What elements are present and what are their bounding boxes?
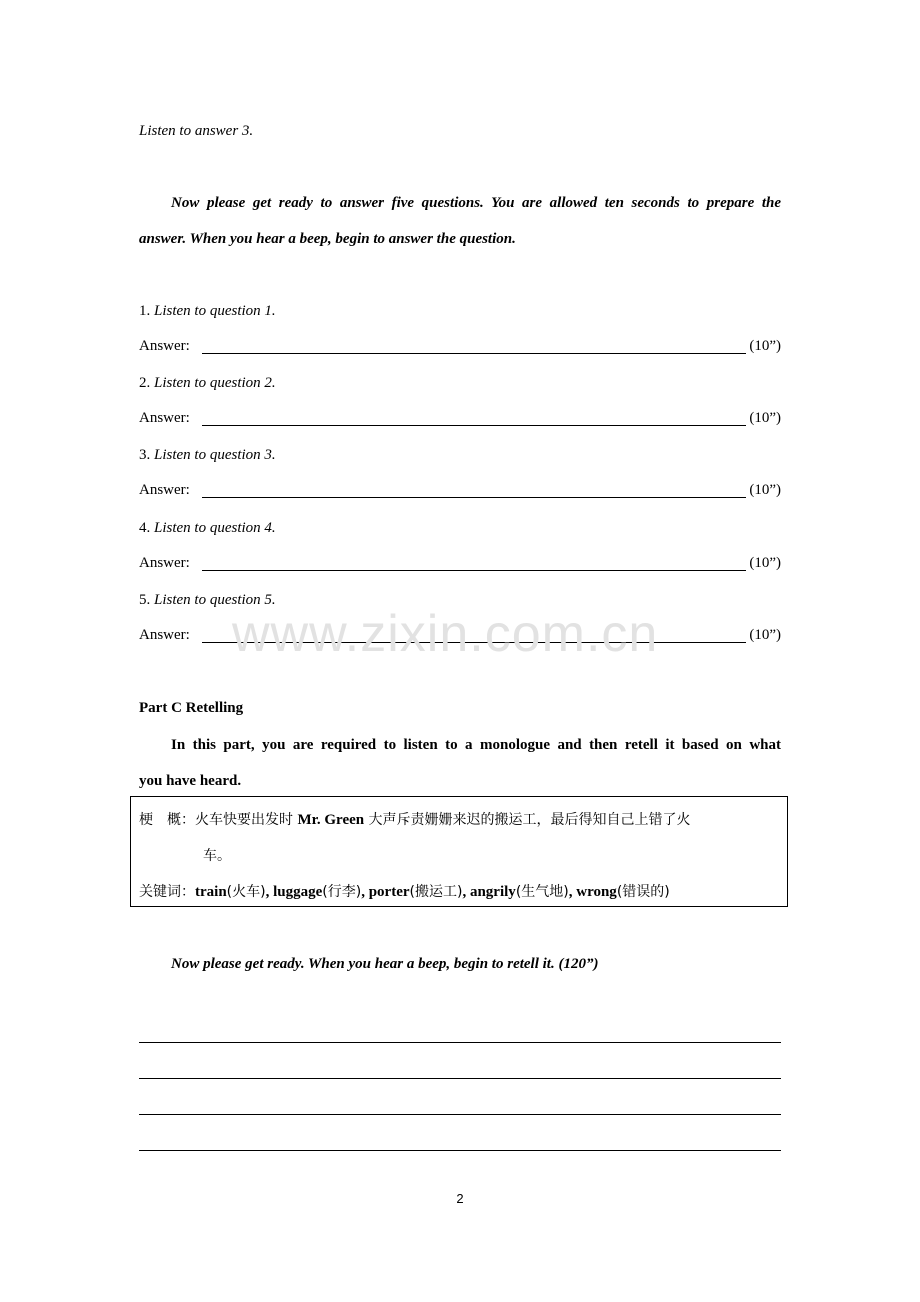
keyword-en: porter — [368, 884, 410, 900]
instructions-line-1: Now please get ready to answer five questions. You are allowed ten seconds to prepare the — [171, 195, 781, 211]
summary-text-part-2: 大声斥责姗姗来迟的搬运工，最后得知自己上错了火 — [364, 812, 691, 828]
answer-label: Answer: — [139, 627, 190, 643]
question-text: Listen to question 5. — [154, 592, 276, 608]
question-4-prompt — [139, 519, 276, 537]
answer-label: Answer: — [139, 482, 190, 498]
question-number: 1. — [139, 303, 151, 319]
answer-blank-3[interactable] — [202, 497, 746, 498]
keyword-zh: (行李) — [322, 884, 362, 900]
keyword-zh: (生气地) — [515, 884, 569, 900]
instructions-line-2: answer. When you hear a beep, begin to answer the question. — [139, 231, 516, 247]
answer-time-limit: (10”) — [749, 410, 781, 426]
question-1-prompt — [139, 302, 276, 320]
writing-line-3[interactable] — [139, 1114, 781, 1115]
retell-prompt: Now please get ready. When you hear a beep, begin to retell it. (120”) — [171, 956, 599, 972]
summary-name: Mr. Green — [297, 812, 365, 828]
summary-line-2: 车。 — [203, 848, 231, 864]
keyword-en: angrily — [469, 884, 516, 900]
question-text: Listen to question 4. — [154, 520, 276, 536]
answer-row-4 — [139, 554, 781, 574]
part-c-heading: Part C Retelling — [139, 700, 244, 716]
writing-line-4[interactable] — [139, 1150, 781, 1151]
question-2-prompt — [139, 374, 276, 392]
answer-blank-2[interactable] — [202, 425, 746, 426]
question-text: Listen to question 1. — [154, 303, 276, 319]
listen-to-answer-3: Listen to answer 3. — [139, 123, 254, 139]
answer-label: Answer: — [139, 555, 190, 571]
answer-time-limit: (10”) — [749, 338, 781, 354]
watermark: www.zixin.com.cn — [232, 605, 659, 663]
question-number: 5. — [139, 592, 151, 608]
question-3-prompt — [139, 446, 276, 464]
question-text: Listen to question 2. — [154, 375, 276, 391]
question-number: 3. — [139, 447, 151, 463]
question-text: Listen to question 3. — [154, 447, 276, 463]
keyword-zh: (火车) — [226, 884, 266, 900]
summary-text-part-1: 火车快要出发时 — [195, 812, 298, 828]
question-number: 2. — [139, 375, 151, 391]
keyword-zh: (错误的) — [616, 884, 670, 900]
answer-time-limit: (10”) — [749, 627, 781, 643]
answer-blank-1[interactable] — [202, 353, 746, 354]
answer-label: Answer: — [139, 410, 190, 426]
keywords-label: 关键词： — [139, 884, 195, 900]
summary-box — [130, 796, 788, 907]
writing-line-1[interactable] — [139, 1042, 781, 1043]
keyword-en: luggage — [273, 884, 323, 900]
keyword-en: wrong — [576, 884, 617, 900]
answer-row-2 — [139, 409, 781, 429]
summary-label: 梗 概： — [139, 812, 195, 828]
answer-row-1 — [139, 337, 781, 357]
part-c-intro-line-1: In this part, you are required to listen to a monologue and then retell it based on what — [171, 737, 781, 753]
writing-line-2[interactable] — [139, 1078, 781, 1079]
part-c-intro-line-2: you have heard. — [139, 773, 242, 789]
answer-time-limit: (10”) — [749, 482, 781, 498]
answer-row-3 — [139, 481, 781, 501]
question-number: 4. — [139, 520, 151, 536]
answer-blank-4[interactable] — [202, 570, 746, 571]
keyword-en: train — [195, 884, 227, 900]
answer-label: Answer: — [139, 338, 190, 354]
answer-time-limit: (10”) — [749, 555, 781, 571]
summary-line-1 — [139, 809, 691, 829]
keywords-line: 关键词：train(火车), luggage(行李), porter(搬运工), angrily(生气地), wrong(错误的) — [139, 884, 670, 900]
page-number: 2 — [456, 1191, 464, 1206]
keyword-zh: (搬运工) — [409, 884, 463, 900]
